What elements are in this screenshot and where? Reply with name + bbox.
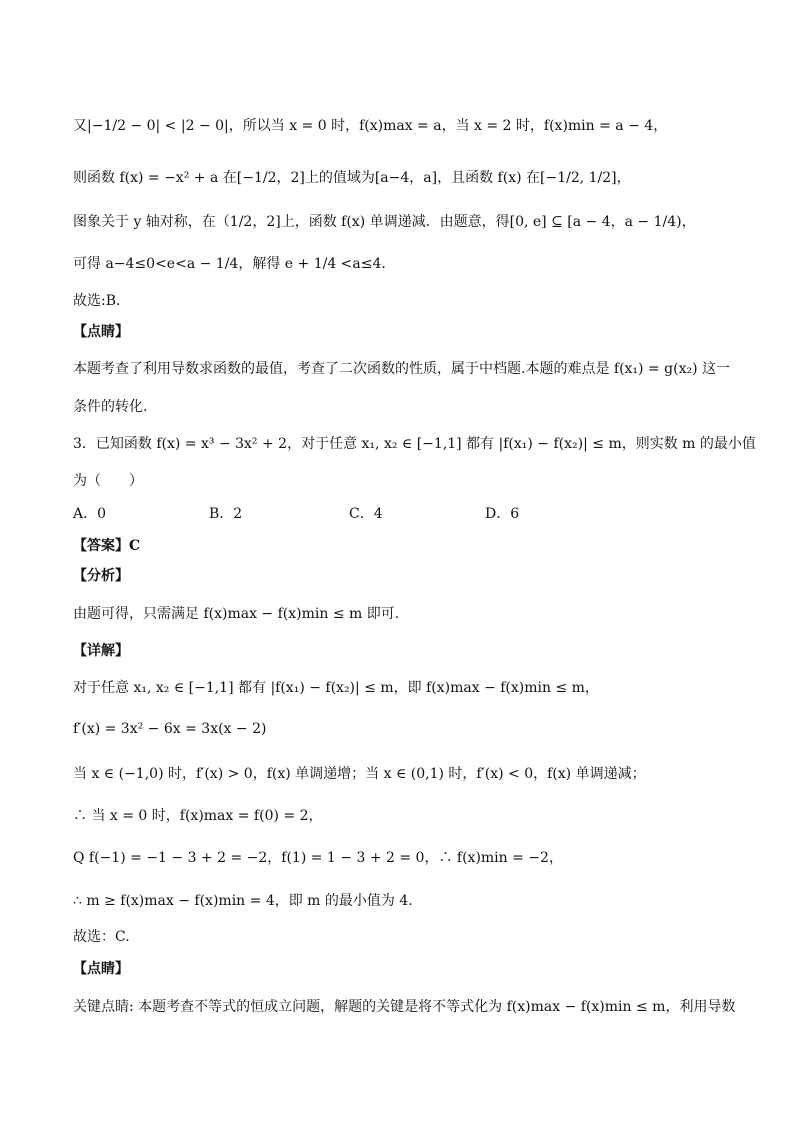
detail-line-3: 当 x ∈ (−1,0) 时，f′(x) > 0，f(x) 单调递增；当 x ∈ (0,1) 时，f′(x) < 0，f(x) 单调递减； [73, 766, 646, 782]
detail-line-7: 故选：C. [73, 929, 130, 945]
choices-row [73, 504, 734, 524]
detail-heading: 【详解】 [73, 643, 129, 659]
solution-line-4: 可得 a−4≤0<e<a − 1/4，解得 e + 1/4 <a≤4． [73, 256, 396, 272]
dianjing-heading-1: 【点睛】 [73, 324, 129, 340]
dianjing-heading-2: 【点睛】 [73, 961, 129, 977]
question-3-stem: 3．已知函数 f(x) = x³ − 3x² + 2，对于任意 x₁, x₂ ∈ [−1,1] 都有 |f(x₁) − f(x₂)| ≤ m，则实数 m 的最小值 [73, 436, 756, 452]
solution-line-5: 故选:B． [73, 293, 131, 309]
key-point-text: 关键点睛: 本题考查不等式的恒成立问题，解题的关键是将不等式化为 f(x)max − f(x)min ≤ m，利用导数 [73, 999, 736, 1015]
detail-line-2: f′(x) = 3x² − 6x = 3x(x − 2) [73, 721, 267, 737]
choice-a: A．0 [73, 506, 107, 522]
solution-line-2: 则函数 f(x) = −x² + a 在[−1/2，2]上的值域为[a−4，a]，且函数 f(x) 在[−1/2, 1/2]， [73, 170, 631, 186]
dianjing-text-2: 条件的转化. [73, 399, 148, 415]
detail-line-5: Q f(−1) = −1 − 3 + 2 = −2，f(1) = 1 − 3 + 2 = 0，∴ f(x)min = −2， [73, 850, 563, 866]
choice-c: C．4 [349, 506, 383, 522]
solution-line-3: 图象关于 y 轴对称，在（1/2，2]上，函数 f(x) 单调递减．由题意，得[0, e] ⊆ [a − 4，a − 1/4)， [73, 214, 696, 230]
choice-b: B．2 [209, 506, 243, 522]
detail-line-6: ∴ m ≥ f(x)max − f(x)min = 4，即 m 的最小值为 4. [73, 893, 413, 909]
detail-line-1: 对于任意 x₁, x₂ ∈ [−1,1] 都有 |f(x₁) − f(x₂)| ≤ m，即 f(x)max − f(x)min ≤ m， [73, 680, 599, 696]
question-3-stem-cont: 为（ ） [73, 473, 143, 489]
analysis-heading: 【分析】 [73, 568, 129, 584]
dianjing-text-1: 本题考查了利用导数求函数的最值，考查了二次函数的性质，属于中档题.本题的难点是 f(x₁) = g(x₂) 这一 [73, 361, 730, 377]
analysis-text: 由题可得，只需满足 f(x)max − f(x)min ≤ m 即可. [73, 606, 400, 622]
solution-line-1: 又|−1/2 − 0| < |2 − 0|，所以当 x = 0 时，f(x)max = a，当 x = 2 时，f(x)min = a − 4， [73, 118, 668, 134]
answer-line: 【答案】C [73, 538, 141, 554]
choice-d: D．6 [485, 506, 520, 522]
detail-line-4: ∴ 当 x = 0 时，f(x)max = f(0) = 2， [73, 808, 323, 824]
